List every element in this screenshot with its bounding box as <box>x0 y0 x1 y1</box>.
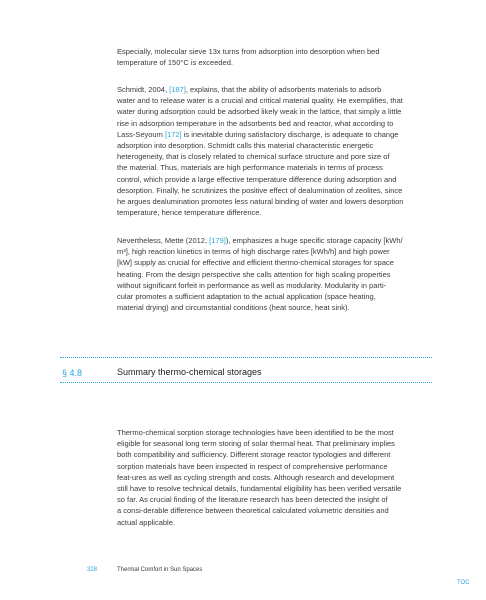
text-line: without significant forfeit in performance as well as modularity. Modularity in parti- <box>117 280 387 290</box>
text-line: desorption. Finally, he scrutinizes the positive effect of dealumination of zeolites, since <box>117 185 403 195</box>
text-line <box>117 84 430 95</box>
reference-link[interactable]: [172] <box>164 129 182 139</box>
text-line: material drying) and circumstantial conditions (heat source, heat sink). <box>117 303 350 313</box>
text-segment: , explains, that the ability of adsorbents materials to adsorb <box>185 85 382 94</box>
text-line: Thermo-chemical sorption storage technologies have been identified to be the most <box>117 428 394 437</box>
text-line: both compatibility and sufficiency. Different storage reactor typologies and different <box>117 450 391 460</box>
text-line: so far. As crucial finding of the literature research has been detected the insight of <box>117 495 388 505</box>
paragraph-4 <box>117 427 430 528</box>
text-line: a consi-derable difference between theoretical calculated volumetric densities and <box>117 506 389 516</box>
text-line: cular promotes a sufficient adaptation to the actual application (space heating, <box>117 292 376 302</box>
toc-link[interactable]: TOC <box>457 580 470 586</box>
reference-link[interactable]: [187] <box>169 85 186 94</box>
text-line: feat-ures as well as cycling strength and costs. Although research and development <box>117 472 395 482</box>
text-line: heterogeneity, that is closely related to chemical surface structure and pore size of <box>117 152 390 162</box>
text-line <box>117 235 430 246</box>
paragraph-2 <box>117 84 430 218</box>
text-line: he argues dealumination promotes less natural binding of water and lowers desorption <box>117 197 404 207</box>
paragraph-3 <box>117 235 430 313</box>
text-line <box>117 129 430 140</box>
running-footer-title: Thermal Comfort in Sun Spaces <box>117 567 203 573</box>
text-segment: Nevertheless, Mette (2012, <box>117 236 210 245</box>
section-divider-bottom <box>60 382 432 383</box>
section-divider-top <box>60 357 432 358</box>
text-line: sorption materials have been inspected in respect of comprehensive performance <box>117 461 388 471</box>
text-line: the material. Thus, materials are high performance materials in terms of process <box>117 163 383 173</box>
text-line: rise in adsorption temperature in the adsorbents bed and reactor, what according to <box>117 118 394 128</box>
text-segment: Schmidt, 2004, <box>117 85 170 94</box>
text-line: [kW] supply as crucial for effective and efficient thermo-chemical storages for space <box>117 258 394 268</box>
text-line: adsorption into desorption. Schmidt calls this material characteristic energetic <box>117 141 374 151</box>
reference-link[interactable]: [179] <box>209 236 226 245</box>
text-line: Especially, molecular sieve 13x turns from adsorption into desorption when bed <box>117 47 380 56</box>
text-line: m³], high reaction kinetics in terms of high discharge rates [kWh/h] and high power <box>117 247 390 257</box>
text-line: heating. From the design perspective she calls attention for high scaling properties <box>117 269 391 279</box>
page-number: 328 <box>87 567 98 573</box>
text-line: water during adsorption could be adsorbed likely weak in the lattice, that simply a little <box>117 107 402 117</box>
text-line: control, which provide a large effective temperature difference during adsorption and <box>117 174 397 184</box>
text-line: water and to release water is a crucial and critical material quality. He exemplifies, that <box>117 96 403 106</box>
paragraph-1 <box>117 46 430 68</box>
text-segment: is inevitable during satisfactory discharge, is adequate to change <box>181 129 399 139</box>
text-line: actual applicable. <box>117 517 175 527</box>
text-line: temperature, hence temperature difference. <box>117 208 262 218</box>
text-segment: Lass-Seyoum <box>117 129 165 139</box>
text-line: eligible for seasonal long term storing of solar thermal heat. That preliminary implies <box>117 439 395 449</box>
section-number: § 4.8 <box>62 368 83 378</box>
text-segment: ), emphasizes a huge specific storage capacity [kWh/ <box>225 236 403 245</box>
text-line: temperature of 150°C is exceeded. <box>117 58 233 68</box>
text-line: still have to resolve technical details, fundamental eligibility has been verified versatile <box>117 484 402 494</box>
section-title: Summary thermo-chemical storages <box>117 367 262 377</box>
